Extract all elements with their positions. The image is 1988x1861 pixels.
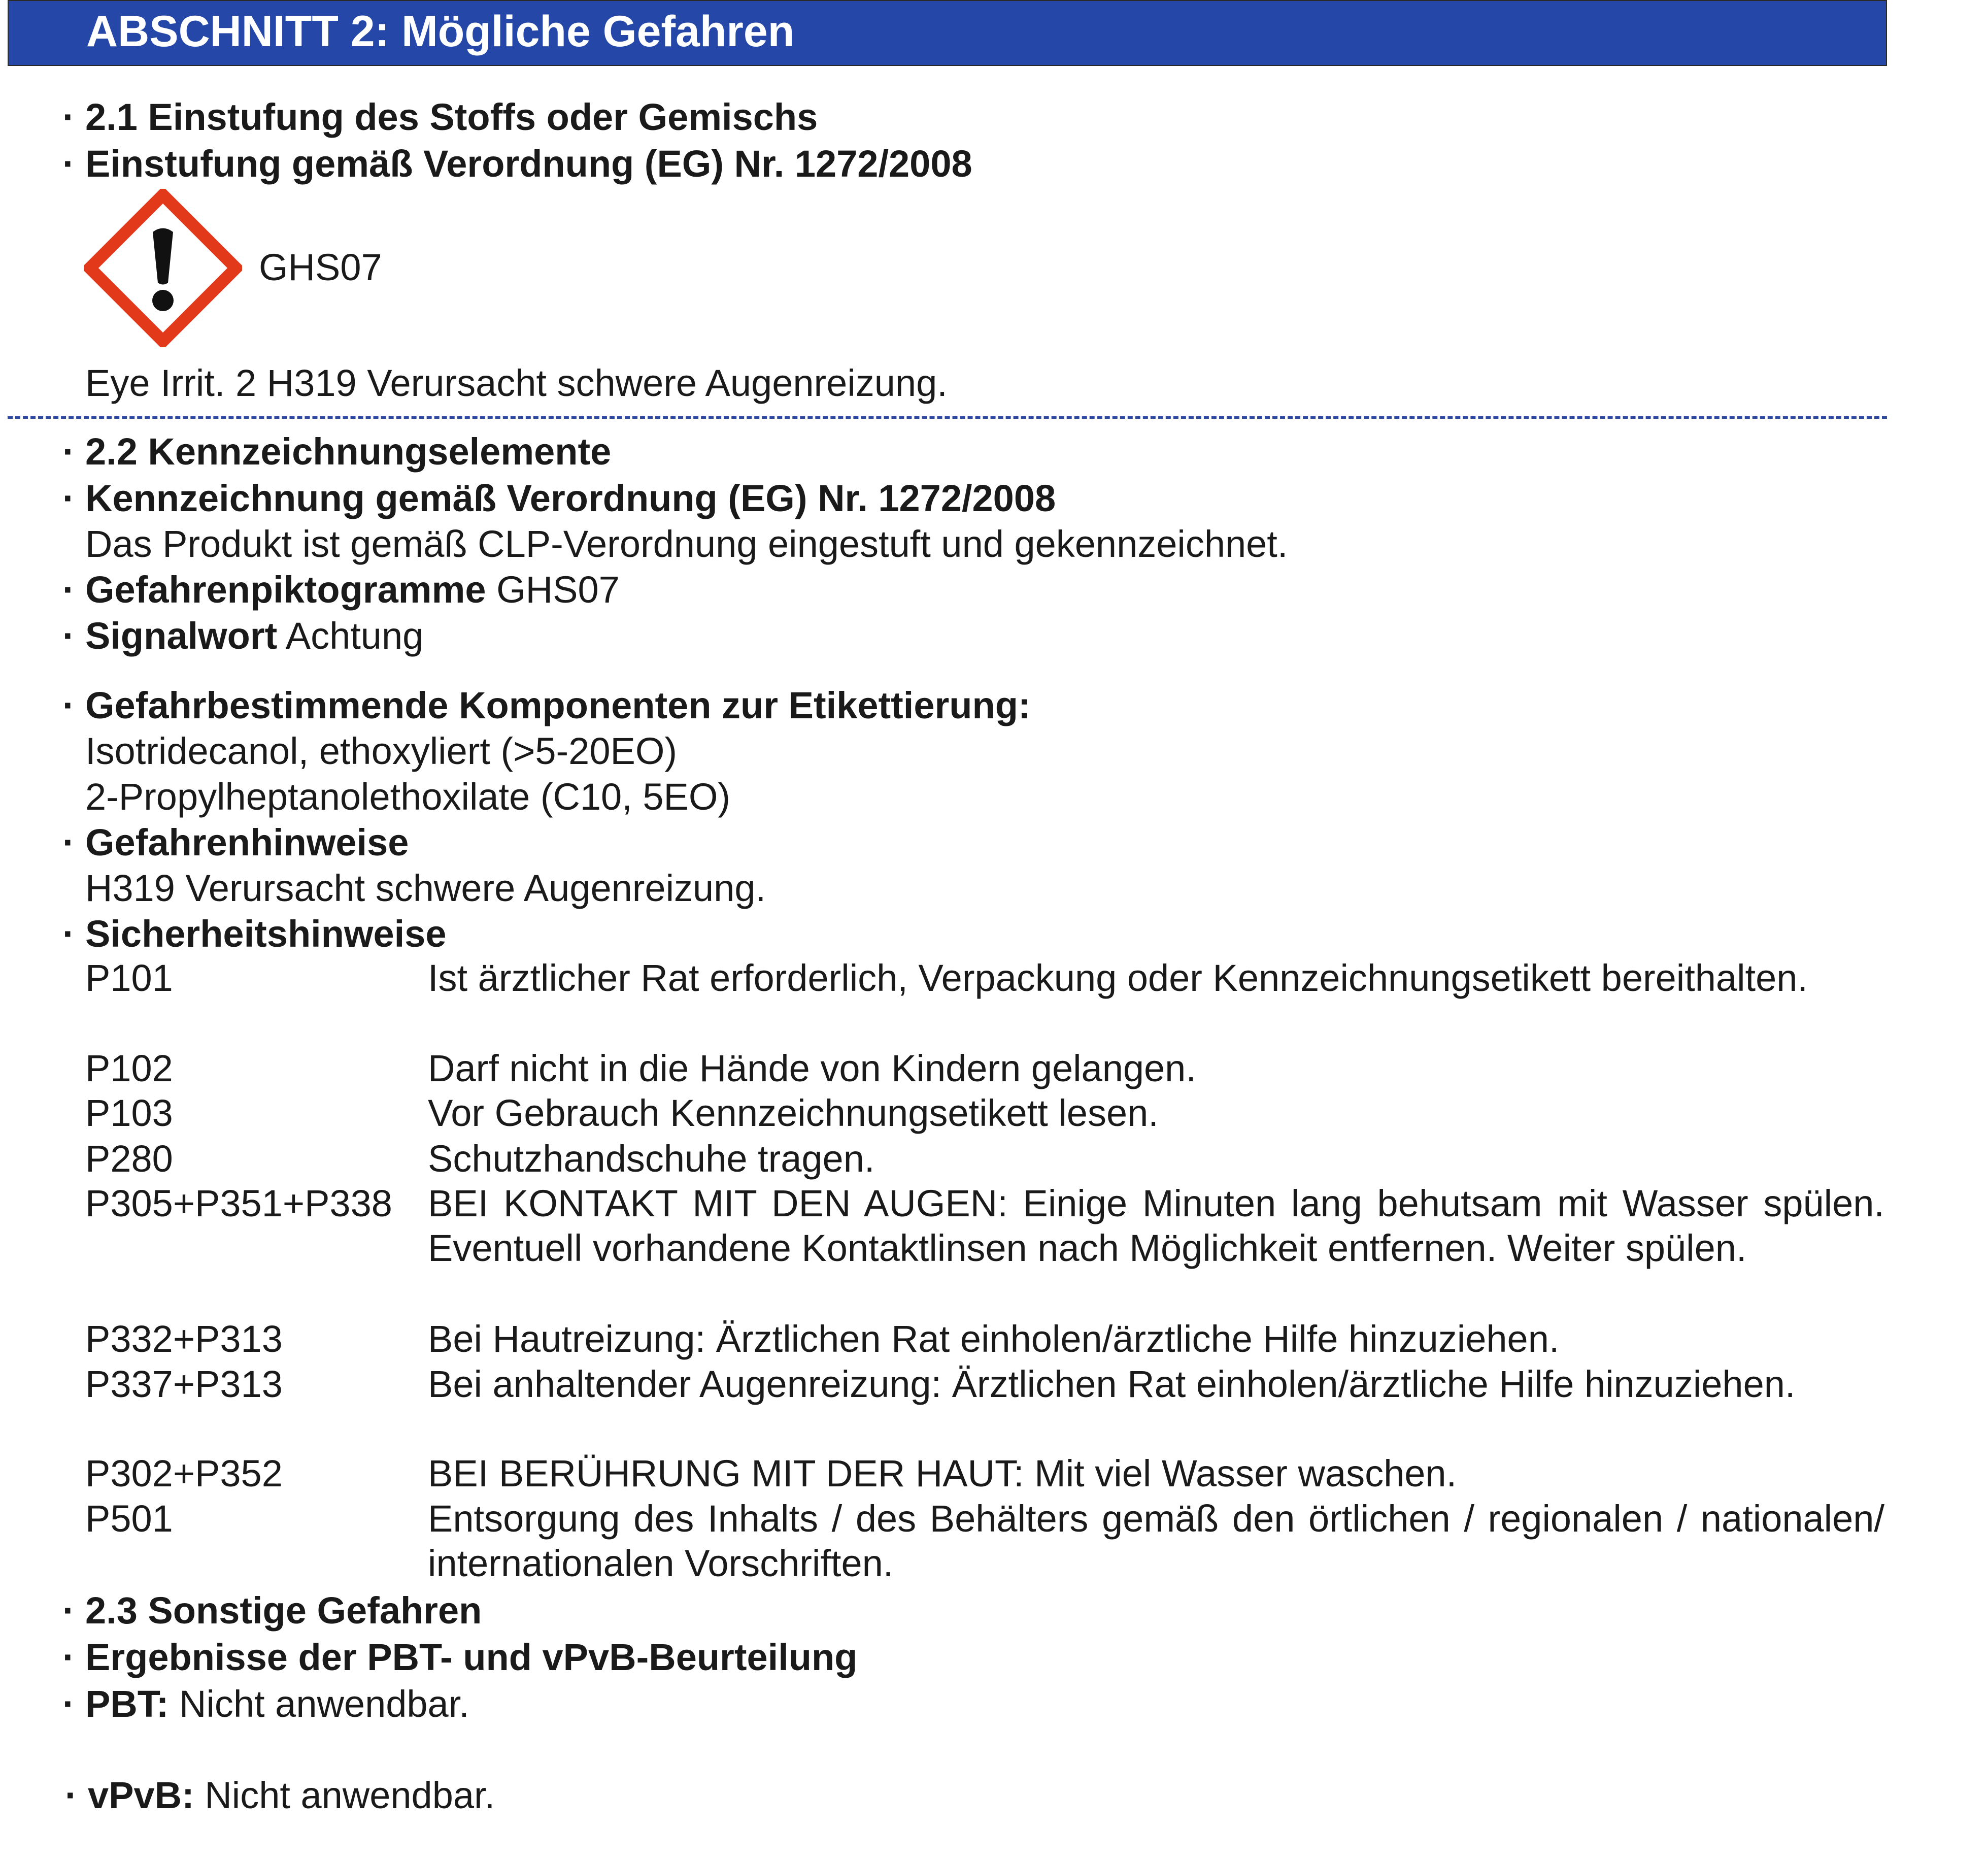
bullet-dot: · [62,477,75,519]
section-2-3-heading: 2.3 Sonstige Gefahren [85,1589,482,1632]
pbt-row [85,1681,469,1727]
p-text: Vor Gebrauch Kennzeichnungsetikett lesen. [428,1092,1159,1134]
bullet-dot: · [65,1774,78,1816]
pictograms-value: GHS07 [496,569,620,611]
p-text: Darf nicht in die Hände von Kindern gelangen. [428,1047,1196,1089]
p-text: Ist ärztlicher Rat erforderlich, Verpackung oder Kennzeichnungsetikett bereithalten. [428,957,1808,999]
p-code: P103 [85,1092,173,1134]
p-code: P305+P351+P338 [85,1182,392,1224]
pictograms-row [85,567,620,613]
section-divider [8,416,1887,419]
bullet-dot: · [62,96,75,138]
precautionary-statements-label: Sicherheitshinweise [85,913,447,955]
p-text: Entsorgung des Inhalts / des Behälters gemäß den örtlichen / regionalen / nationalen/ internationalen Vorschriften. [428,1498,1884,1584]
labelling-regulation: Kennzeichnung gemäß Verordnung (EG) Nr. 1272/2008 [85,477,1056,519]
pbt-assessment-heading: Ergebnisse der PBT- und vPvB-Beurteilung [85,1636,858,1678]
pictograms-label: Gefahrenpiktogramme [85,569,486,611]
pbt-value: Nicht anwendbar. [179,1683,469,1725]
section-2-2-heading: 2.2 Kennzeichnungselemente [85,430,612,473]
component-item: 2-Propylheptanolethoxilate (C10, 5EO) [85,776,731,818]
p-code: P337+P313 [85,1363,283,1405]
p-text: Bei anhaltender Augenreizung: Ärztlichen Rat einholen/ärztliche Hilfe hinzuziehen. [428,1363,1796,1405]
hazard-statement: H319 Verursacht schwere Augenreizung. [85,867,766,909]
p-text: Bei Hautreizung: Ärztlichen Rat einholen/ärztliche Hilfe hinzuziehen. [428,1318,1560,1360]
signal-word-row [85,613,423,659]
bullet-dot: · [62,143,75,185]
p-code: P101 [85,957,173,999]
bullet-dot: · [62,430,75,473]
p-text: BEI BERÜHRUNG MIT DER HAUT: Mit viel Wasser waschen. [428,1452,1457,1494]
bullet-dot: · [62,821,75,863]
p-text: Schutzhandschuhe tragen. [428,1138,875,1180]
bullet-dot: · [62,913,75,955]
section-title: ABSCHNITT 2: Mögliche Gefahren [86,7,795,56]
vpvb-row [88,1773,495,1818]
classification-regulation: Einstufung gemäß Verordnung (EG) Nr. 1272/2008 [85,143,972,185]
section-header-bar [8,0,1887,66]
bullet-dot: · [62,1589,75,1632]
bullet-dot: · [62,569,75,611]
classification-statement: Eye Irrit. 2 H319 Verursacht schwere Augenreizung. [85,362,948,404]
bullet-dot: · [62,684,75,726]
p-code: P332+P313 [85,1318,283,1360]
p-text: BEI KONTAKT MIT DEN AUGEN: Einige Minuten lang behutsam mit Wasser spülen. Eventuell vorhandene Kontaktlinsen nach Möglichkeit entfernen. Weiter spülen. [428,1182,1884,1269]
pbt-label: PBT: [85,1683,169,1725]
bullet-dot: · [62,1636,75,1678]
vpvb-value: Nicht anwendbar. [205,1774,495,1816]
bullet-dot: · [62,1683,75,1725]
p-code: P102 [85,1047,173,1089]
vpvb-label: vPvB: [88,1774,194,1816]
hazard-statements-label: Gefahrenhinweise [85,821,409,863]
p-code: P302+P352 [85,1452,283,1494]
p-code: P280 [85,1138,173,1180]
signal-word-value: Achtung [285,615,424,657]
ghs07-exclamation-icon [84,189,242,347]
pictogram-code: GHS07 [259,246,382,288]
bullet-dot: · [62,615,75,657]
p-code: P501 [85,1498,173,1540]
section-2-1-heading: 2.1 Einstufung des Stoffs oder Gemischs [85,96,818,138]
labelling-regulation-text: Das Produkt ist gemäß CLP-Verordnung eingestuft und gekennzeichnet. [85,523,1288,565]
components-label: Gefahrbestimmende Komponenten zur Etikettierung: [85,684,1031,726]
component-item: Isotridecanol, ethoxyliert (>5-20EO) [85,730,678,772]
signal-word-label: Signalwort [85,615,278,657]
